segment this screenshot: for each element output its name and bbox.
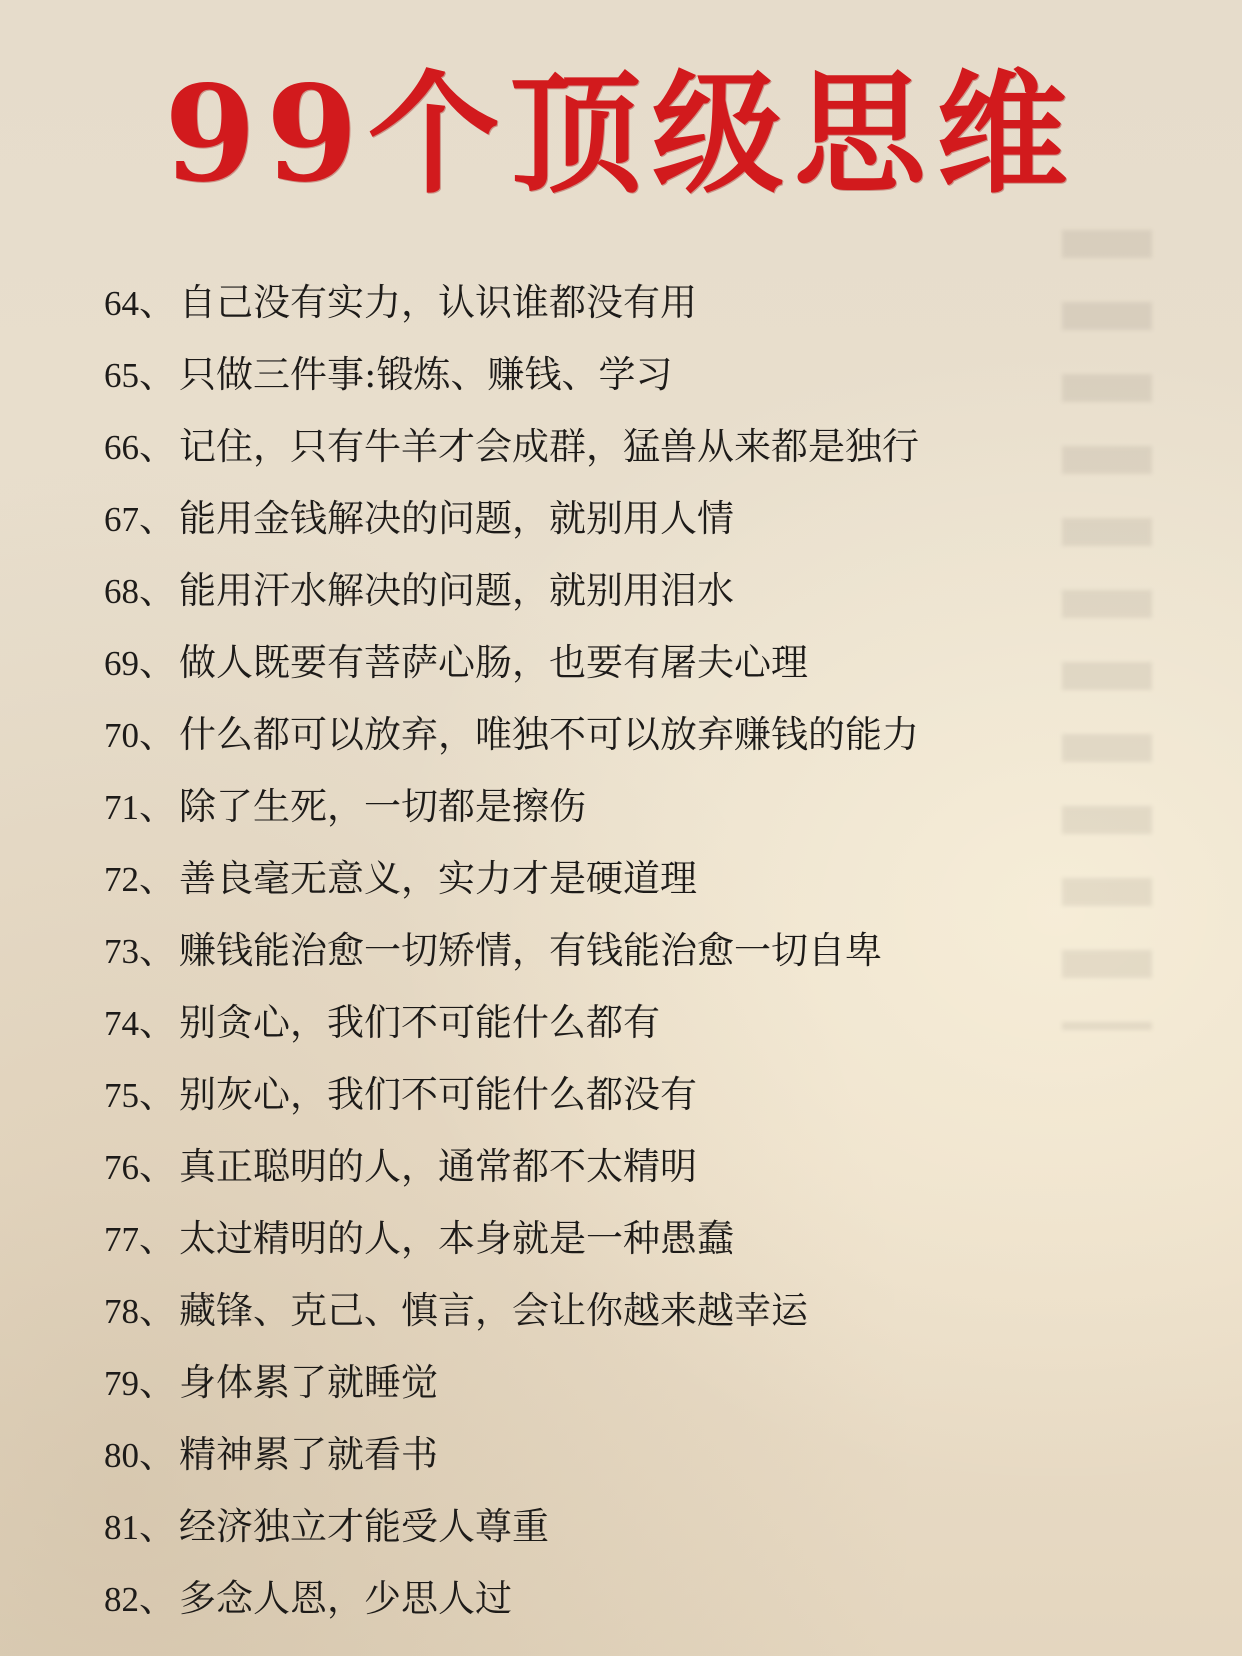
item-text: 什么都可以放弃，唯独不可以放弃赚钱的能力 [179, 713, 919, 756]
item-number: 75 [104, 1076, 139, 1115]
list-item [104, 777, 1204, 849]
item-number: 64 [104, 284, 139, 323]
page-title: 99个顶级思维 [164, 57, 1078, 212]
item-number: 65 [104, 356, 139, 395]
item-number: 72 [104, 860, 139, 899]
item-text: 能用汗水解决的问题，就别用泪水 [179, 569, 734, 612]
item-text: 自己没有实力，认识谁都没有用 [179, 281, 697, 324]
item-text: 除了生死，一切都是擦伤 [179, 785, 586, 828]
list-item [104, 849, 1204, 921]
list-item [104, 417, 1204, 489]
item-number: 71 [104, 788, 139, 827]
list-item [104, 1425, 1204, 1497]
item-separator: 、 [139, 1001, 176, 1044]
item-separator: 、 [139, 1577, 176, 1620]
item-number: 78 [104, 1292, 139, 1331]
item-separator: 、 [139, 641, 176, 684]
item-separator: 、 [139, 1361, 176, 1404]
item-separator: 、 [139, 425, 176, 468]
list-item [104, 633, 1204, 705]
item-separator: 、 [139, 929, 176, 972]
item-text: 真正聪明的人，通常都不太精明 [179, 1145, 697, 1188]
item-text: 多念人恩，少思人过 [179, 1577, 512, 1620]
item-separator: 、 [139, 281, 176, 324]
item-separator: 、 [139, 785, 176, 828]
item-text: 别灰心，我们不可能什么都没有 [179, 1073, 697, 1116]
item-number: 81 [104, 1508, 139, 1547]
item-separator: 、 [139, 497, 176, 540]
item-separator: 、 [139, 353, 176, 396]
list-item [104, 705, 1204, 777]
item-number: 79 [104, 1364, 139, 1403]
list-item [104, 345, 1204, 417]
item-number: 74 [104, 1004, 139, 1043]
item-text: 别贪心，我们不可能什么都有 [179, 1001, 660, 1044]
item-text: 善良毫无意义，实力才是硬道理 [179, 857, 697, 900]
list-item [104, 921, 1204, 993]
item-text: 藏锋、克己、慎言，会让你越来越幸运 [179, 1289, 808, 1332]
item-number: 80 [104, 1436, 139, 1475]
item-number: 68 [104, 572, 139, 611]
item-number: 76 [104, 1148, 139, 1187]
list-item [104, 1281, 1204, 1353]
list-item [104, 1137, 1204, 1209]
list-item [104, 1209, 1204, 1281]
list-item [104, 993, 1204, 1065]
item-separator: 、 [139, 1073, 176, 1116]
item-number: 73 [104, 932, 139, 971]
list-item [104, 1065, 1204, 1137]
item-number: 67 [104, 500, 139, 539]
item-text: 经济独立才能受人尊重 [179, 1505, 549, 1548]
item-separator: 、 [139, 713, 176, 756]
item-text: 身体累了就睡觉 [179, 1361, 438, 1404]
item-number: 82 [104, 1580, 139, 1619]
item-separator: 、 [139, 1217, 176, 1260]
item-text: 能用金钱解决的问题，就别用人情 [179, 497, 734, 540]
list-item [104, 561, 1204, 633]
item-separator: 、 [139, 1289, 176, 1332]
item-text: 赚钱能治愈一切矫情，有钱能治愈一切自卑 [179, 929, 882, 972]
list-item [104, 1569, 1204, 1641]
item-separator: 、 [139, 1505, 176, 1548]
list-item [104, 1497, 1204, 1569]
item-text: 只做三件事:锻炼、赚钱、学习 [179, 353, 673, 396]
item-separator: 、 [139, 1145, 176, 1188]
thinking-list [104, 273, 1204, 1641]
list-item [104, 273, 1204, 345]
list-item [104, 1353, 1204, 1425]
list-item [104, 489, 1204, 561]
item-number: 66 [104, 428, 139, 467]
item-number: 77 [104, 1220, 139, 1259]
item-text: 记住，只有牛羊才会成群，猛兽从来都是独行 [179, 425, 919, 468]
item-separator: 、 [139, 857, 176, 900]
item-number: 69 [104, 644, 139, 683]
item-separator: 、 [139, 1433, 176, 1476]
item-text: 精神累了就看书 [179, 1433, 438, 1476]
item-text: 做人既要有菩萨心肠，也要有屠夫心理 [179, 641, 808, 684]
item-number: 70 [104, 716, 139, 755]
item-separator: 、 [139, 569, 176, 612]
item-text: 太过精明的人，本身就是一种愚蠢 [179, 1217, 734, 1260]
